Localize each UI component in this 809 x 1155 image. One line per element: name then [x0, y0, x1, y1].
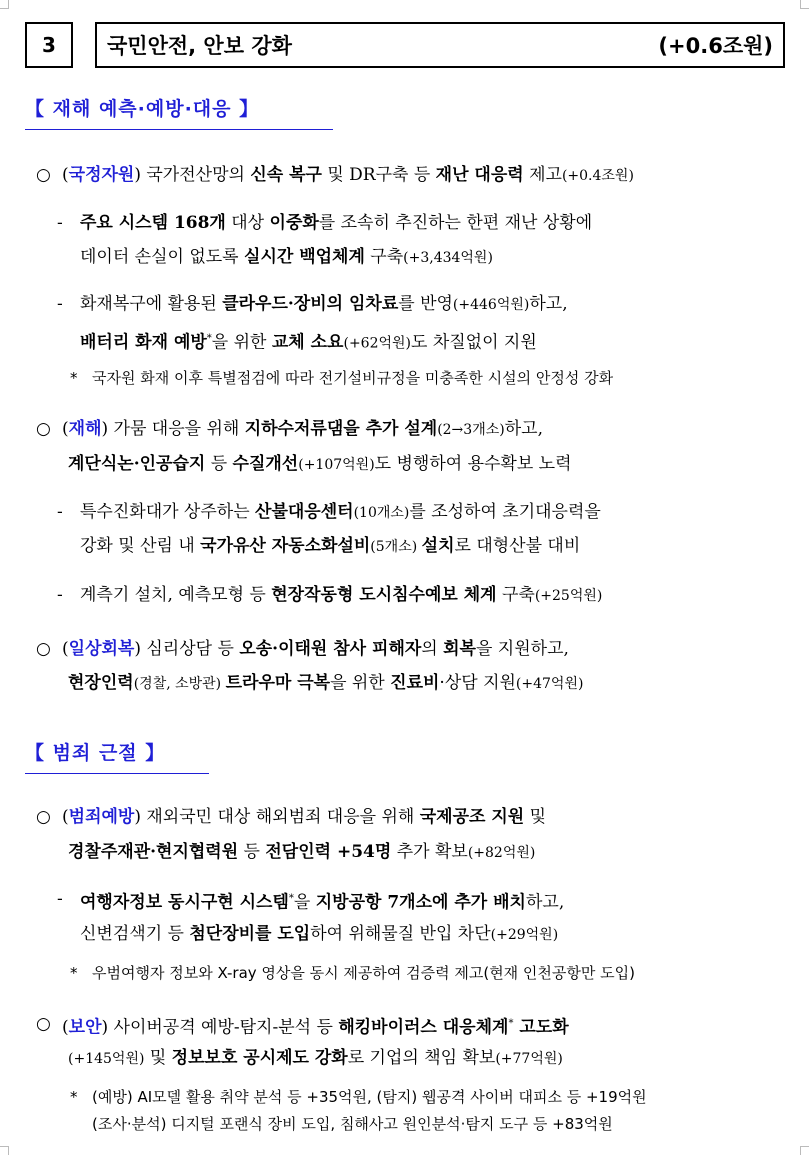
- paragraph-line: (국정자원) 국가전산망의 신속 복구 및 DR구축 등 재난 대응력 제고(+0.4조원): [62, 165, 634, 185]
- page-corner-mark: [800, 0, 809, 9]
- category-tag: 보안: [68, 1017, 102, 1038]
- paragraph-line: 계단식논·인공습지 등 수질개선(+107억원)도 병행하여 용수확보 노력: [68, 454, 572, 474]
- subsection-underline: [25, 129, 333, 130]
- category-tag: 국정자원: [68, 165, 135, 185]
- paragraph-line: (일상회복) 심리상담 등 오송·이태원 참사 피해자의 회복을 지원하고,: [62, 639, 569, 659]
- paragraph-line: 데이터 손실이 없도록 실시간 백업체계 구축(+3,434억원): [80, 247, 493, 267]
- section-title: 국민안전, 안보 강화: [107, 34, 292, 58]
- subsection-underline: [25, 773, 209, 774]
- paragraph-line: (범죄예방) 재외국민 대상 해외범죄 대응을 위해 국제공조 지원 및: [62, 807, 547, 827]
- category-tag: 범죄예방: [68, 807, 135, 827]
- bullet-icon: ○: [36, 165, 51, 185]
- footnote-text: (조사·분석) 디지털 포랜식 장비 도입, 침해사고 원인분석·탐지 도구 등 +83억원: [92, 1115, 613, 1133]
- section-number-box: [25, 22, 73, 68]
- paragraph-line: 여행자정보 동시구현 시스템*을 지방공항 7개소에 추가 배치하고,: [80, 892, 565, 913]
- paragraph-line: 주요 시스템 168개 대상 이중화를 조속히 추진하는 한편 재난 상황에: [80, 213, 593, 233]
- bullet-icon: ○: [36, 1014, 51, 1034]
- section-title-box: [95, 22, 785, 68]
- footnote-text: (예방) AI모델 활용 취약 분석 등 +35억원, (탐지) 웹공격 사이버 대피소 등 +19억원: [92, 1088, 647, 1106]
- subsection-heading-disaster: 【 재해 예측·예방·대응 】: [25, 98, 260, 120]
- paragraph-line: (보안) 사이버공격 예방-탐지-분석 등 해킹바이러스 대응체계* 고도화: [62, 1017, 569, 1038]
- dash-icon: -: [57, 294, 63, 314]
- dash-icon: -: [57, 585, 63, 605]
- paragraph-line: 계측기 설치, 예측모형 등 현장작동형 도시침수예보 체계 구축(+25억원): [80, 585, 603, 605]
- paragraph-line: (+145억원) 및 정보보호 공시제도 강화로 기업의 책임 확보(+77억원): [68, 1048, 563, 1068]
- page-corner-mark: [0, 0, 9, 9]
- page-corner-mark: [800, 1146, 809, 1155]
- paragraph-line: 화재복구에 활용된 클라우드·장비의 임차료를 반영(+446억원)하고,: [80, 294, 568, 314]
- paragraph-line: 특수진화대가 상주하는 산불대응센터(10개소)를 조성하여 초기대응력을: [80, 502, 601, 522]
- footnote-star: *: [70, 369, 78, 387]
- section-amount: (+0.6조원): [658, 34, 773, 58]
- bullet-icon: ○: [36, 419, 51, 439]
- dash-icon: -: [57, 502, 63, 522]
- footnote-text: 우범여행자 정보와 X-ray 영상을 동시 제공하여 검증력 제고(현재 인천공항만 도입): [92, 964, 635, 982]
- category-tag: 일상회복: [68, 639, 135, 659]
- subsection-heading-crime: 【 범죄 근절 】: [25, 742, 166, 764]
- paragraph-line: 신변검색기 등 첨단장비를 도입하여 위해물질 반입 차단(+29억원): [80, 924, 559, 944]
- paragraph-line: 경찰주재관·현지협력원 등 전담인력 +54명 추가 확보(+82억원): [68, 842, 536, 862]
- category-tag: 재해: [68, 419, 102, 439]
- bullet-icon: ○: [36, 807, 51, 827]
- footnote-star: *: [70, 964, 78, 982]
- bullet-icon: ○: [36, 639, 51, 659]
- dash-icon: -: [57, 889, 63, 909]
- page-corner-mark: [0, 1146, 9, 1155]
- paragraph-line: 배터리 화재 예방*을 위한 교체 소요(+62억원)도 차질없이 지원: [80, 332, 537, 353]
- paragraph-line: 현장인력(경찰, 소방관) 트라우마 극복을 위한 진료비·상담 지원(+47억원): [68, 673, 584, 693]
- footnote-star: *: [70, 1088, 78, 1106]
- footnote-text: 국자원 화재 이후 특별점검에 따라 전기설비규정을 미충족한 시설의 안정성 강화: [92, 369, 614, 387]
- dash-icon: -: [57, 213, 63, 233]
- section-number: 3: [42, 33, 56, 57]
- paragraph-line: (재해) 가뭄 대응을 위해 지하수저류댐을 추가 설계(2→3개소)하고,: [62, 419, 543, 439]
- paragraph-line: 강화 및 산림 내 국가유산 자동소화설비(5개소) 설치로 대형산불 대비: [80, 536, 581, 556]
